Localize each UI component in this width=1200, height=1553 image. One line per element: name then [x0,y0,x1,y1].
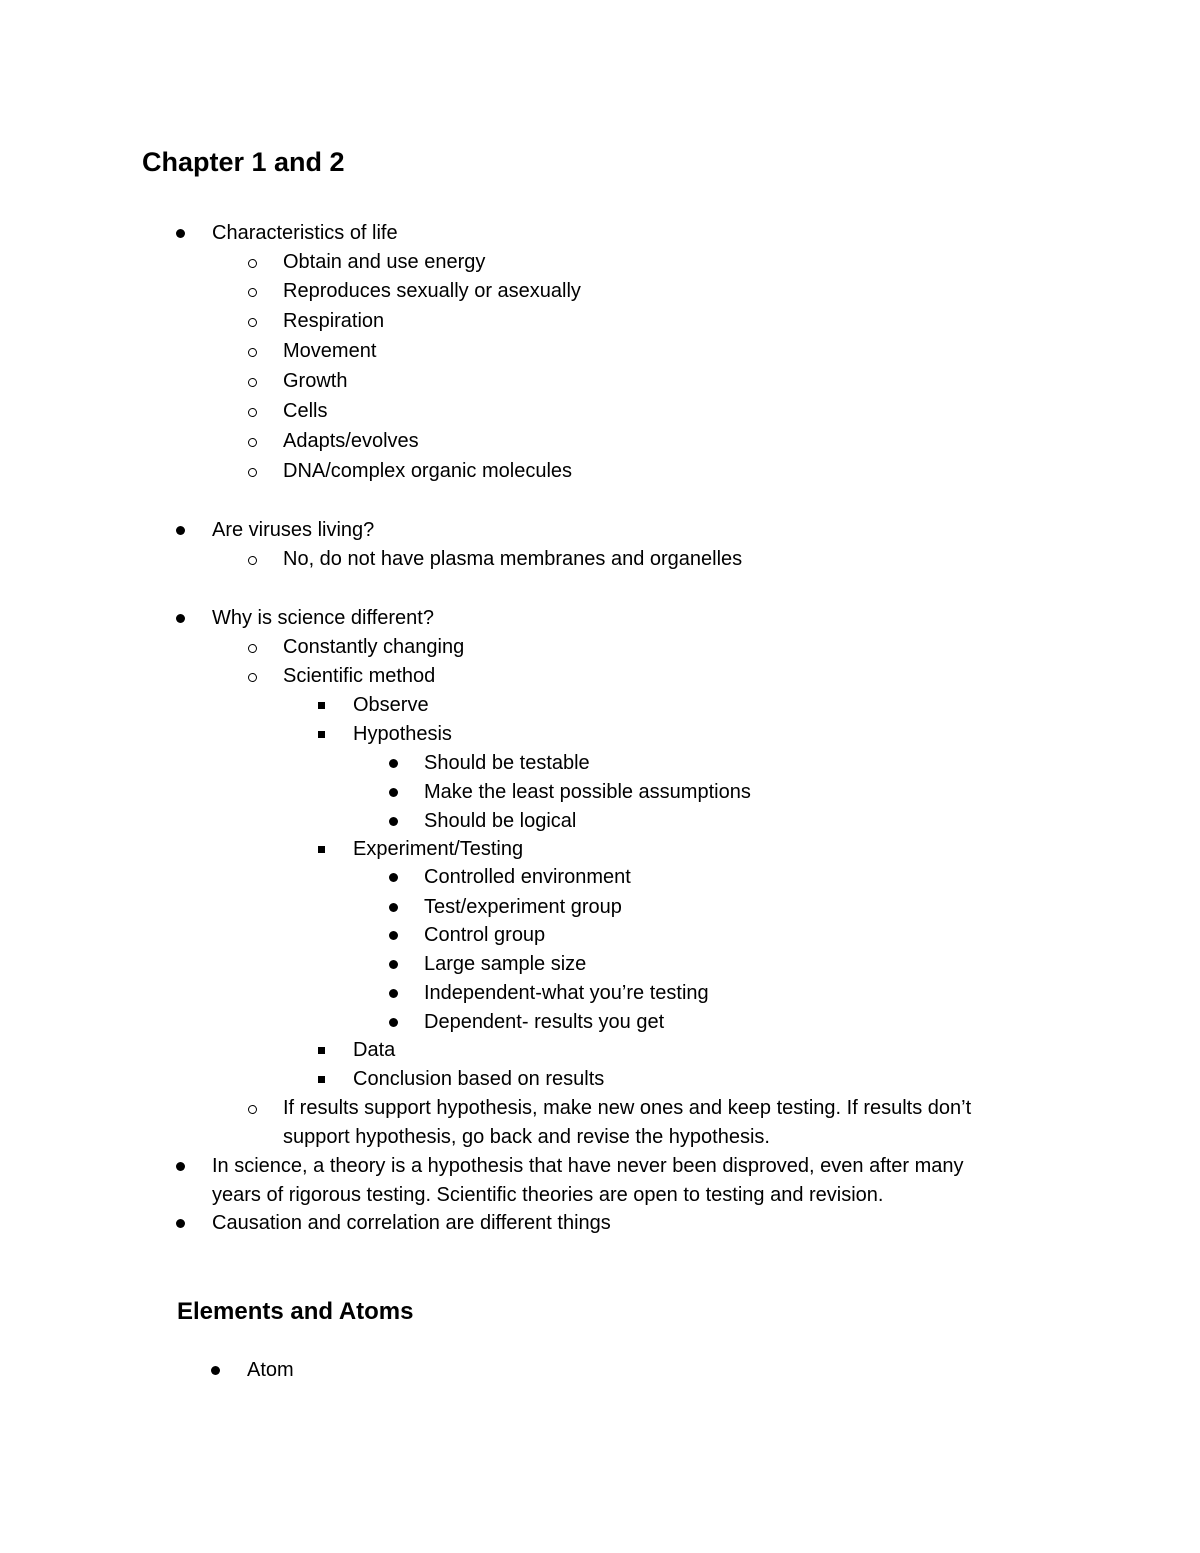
bullet-circle-icon [248,248,257,268]
bullet-circle-icon [248,307,257,327]
list-item: DNA/complex organic molecules [283,460,573,482]
list-item: Atom [247,1359,294,1381]
bullet-square-icon [318,1036,325,1054]
page-title: Chapter 1 and 2 [142,147,345,177]
bullet-dot-icon [176,516,185,535]
bullet-dot-icon [176,219,185,238]
list-item: Should be testable [424,752,590,774]
list-item: Adapts/evolves [283,430,419,452]
bullet-circle-icon [248,427,257,447]
bullet-dot-icon [389,749,398,768]
bullet-dot-icon [389,778,398,797]
list-item: years of rigorous testing. Scientific theories are open to testing and revision. [212,1184,884,1206]
bullet-circle-icon [248,633,257,653]
list-item: Cells [283,400,328,422]
bullet-dot-icon [389,1008,398,1027]
bullet-circle-icon [248,545,257,565]
bullet-dot-icon [389,979,398,998]
list-item: Should be logical [424,810,577,832]
list-item: Reproduces sexually or asexually [283,280,581,302]
bullet-square-icon [318,1065,325,1083]
bullet-dot-icon [389,863,398,882]
list-item: Observe [353,694,429,716]
list-item: If results support hypothesis, make new ones and keep testing. If results don’t [283,1097,972,1119]
bullet-circle-icon [248,1094,257,1114]
bullet-circle-icon [248,277,257,297]
bullet-square-icon [318,720,325,738]
bullet-circle-icon [248,457,257,477]
list-item: Independent-what you’re testing [424,982,709,1004]
list-item: Respiration [283,310,385,332]
list-item: Movement [283,340,377,362]
list-item: Conclusion based on results [353,1068,605,1090]
list-item: Causation and correlation are different things [212,1212,611,1234]
list-item: Obtain and use energy [283,251,486,273]
bullet-dot-icon [389,893,398,912]
list-item: Scientific method [283,665,436,687]
list-item: Hypothesis [353,723,452,745]
list-item: Controlled environment [424,866,631,888]
bullet-dot-icon [176,1152,185,1171]
bullet-circle-icon [248,397,257,417]
list-item: Are viruses living? [212,519,375,541]
list-item: Experiment/Testing [353,838,524,860]
list-item: No, do not have plasma membranes and organelles [283,548,743,570]
list-item: Large sample size [424,953,587,975]
list-item: support hypothesis, go back and revise the hypothesis. [283,1126,770,1148]
bullet-square-icon [318,691,325,709]
list-item: In science, a theory is a hypothesis that have never been disproved, even after many [212,1155,964,1177]
bullet-square-icon [318,835,325,853]
section-heading: Elements and Atoms [177,1298,414,1325]
bullet-dot-icon [389,807,398,826]
bullet-dot-icon [176,604,185,623]
bullet-dot-icon [211,1356,220,1375]
bullet-dot-icon [389,950,398,969]
list-item: Characteristics of life [212,222,398,244]
bullet-circle-icon [248,662,257,682]
list-item: Make the least possible assumptions [424,781,751,803]
list-item: Test/experiment group [424,896,622,918]
bullet-dot-icon [176,1209,185,1228]
list-item: Why is science different? [212,607,434,629]
list-item: Control group [424,924,546,946]
bullet-circle-icon [248,367,257,387]
bullet-circle-icon [248,337,257,357]
list-item: Dependent- results you get [424,1011,665,1033]
bullet-dot-icon [389,921,398,940]
list-item: Constantly changing [283,636,465,658]
list-item: Data [353,1039,396,1061]
list-item: Growth [283,370,348,392]
